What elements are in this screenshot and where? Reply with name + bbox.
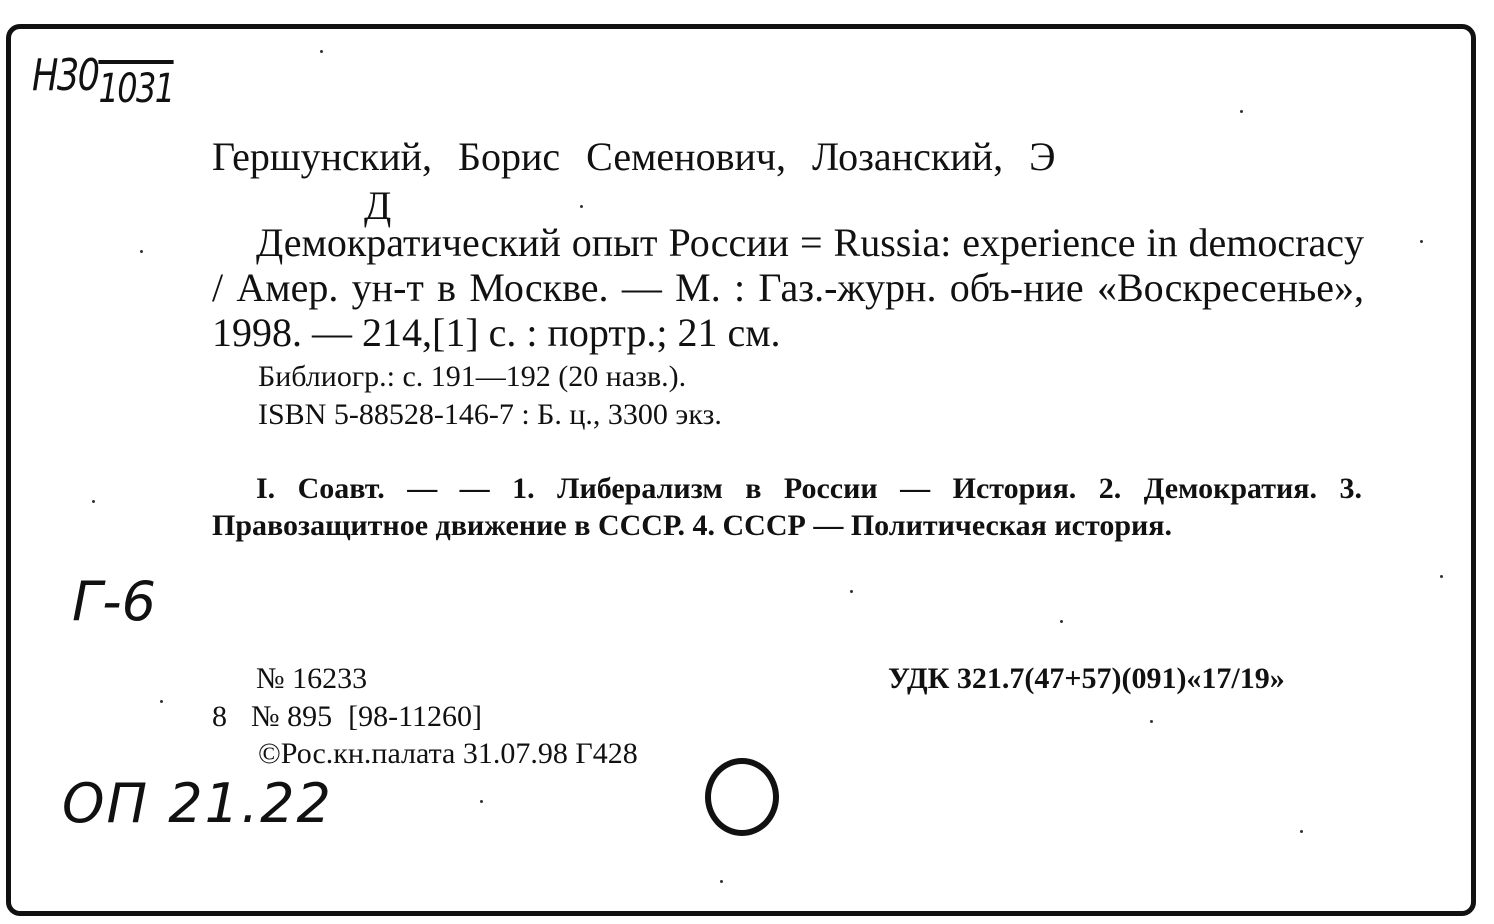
bibliography-note: Библиогр.: с. 191—192 (20 назв.). [258, 360, 687, 393]
registration-number-1: № 16233 [256, 662, 368, 695]
author-line-continuation: Д [364, 183, 392, 228]
author-line: Гершунский, Борис Семенович, Лозанский, Э [212, 134, 1056, 179]
registration-number-2 [212, 700, 482, 734]
copyright-line: ©Рос.кн.палата 31.07.98 Г428 [258, 737, 638, 770]
number-2-code: [98-11260] [348, 700, 482, 733]
udk-code: УДК 321.7(47+57)(091)«17/19» [888, 662, 1285, 695]
stamp-circle [705, 758, 779, 836]
shelf-mark-fraction: 1031 [98, 60, 173, 112]
subject-headings: I. Соавт. — — 1. Либерализм в России — История. 2. Демократия. 3. Правозащитное движение в СССР. 4. СССР — Политическая история. [212, 472, 1362, 542]
handwritten-op-mark: ОП 21.22 [62, 772, 333, 835]
isbn-note: ISBN 5-88528-146-7 : Б. ц., 3300 экз. [258, 398, 722, 431]
handwritten-g6-mark: Г-6 [72, 570, 156, 633]
number-2-value: № 895 [251, 700, 333, 733]
title-description: Демократический опыт России = Russia: experience in democracy / Амер. ун-т в Москве. — М. : Газ.-журн. объ-ние «Воскресенье», 1998. — 214,[1] с. : портр.; 21 см. [212, 220, 1364, 355]
number-2-prefix: 8 [212, 700, 227, 733]
shelf-mark-main: Н30 [32, 50, 99, 101]
shelf-mark [32, 50, 174, 112]
